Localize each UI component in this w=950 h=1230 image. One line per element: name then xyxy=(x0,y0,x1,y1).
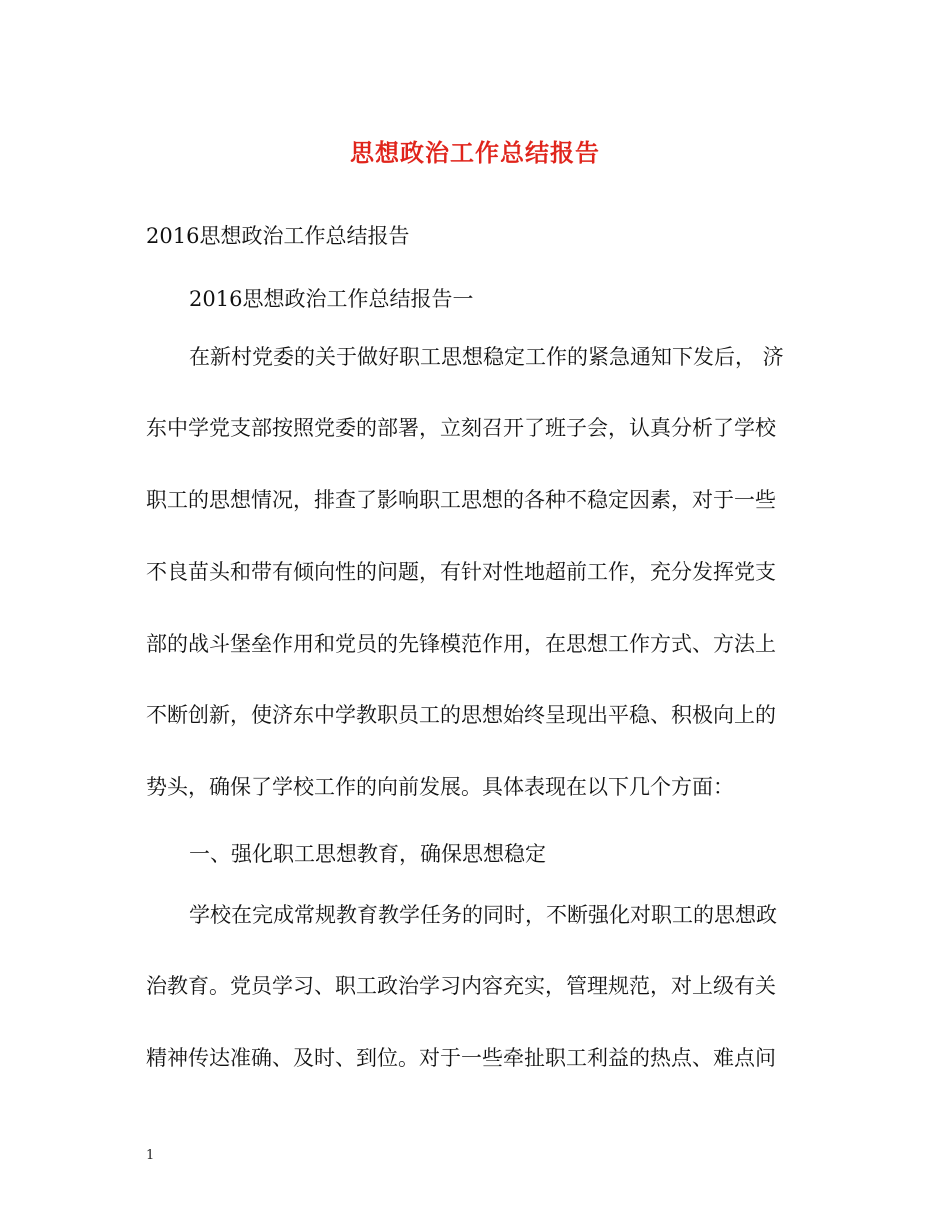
paragraph-2-line-3: 精神传达准确、及时、到位。对于一些牵扯职工利益的热点、难点问 xyxy=(146,1046,776,1070)
paragraph-1-line-6: 不断创新，使济东中学教职员工的思想始终呈现出平稳、积极向上的 xyxy=(146,703,776,727)
document-heading: 2016思想政治工作总结报告 xyxy=(146,224,410,248)
paragraph-1-line-4: 不良苗头和带有倾向性的问题，有针对性地超前工作，充分发挥党支 xyxy=(146,560,776,584)
paragraph-2-line-1: 学校在完成常规教育教学任务的同时，不断强化对职工的思想政 xyxy=(189,903,777,927)
paragraph-1-line-3: 职工的思想情况，排查了影响职工思想的各种不稳定因素，对于一些 xyxy=(146,488,776,512)
page-number: 1 xyxy=(146,1148,155,1163)
document-subheading: 2016思想政治工作总结报告一 xyxy=(189,287,474,311)
document-title: 思想政治工作总结报告 xyxy=(350,138,600,167)
paragraph-1-line-7: 势头，确保了学校工作的向前发展。具体表现在以下几个方面： xyxy=(146,775,734,799)
paragraph-1-line-5: 部的战斗堡垒作用和党员的先锋模范作用，在思想工作方式、方法上 xyxy=(146,632,776,656)
paragraph-1-line-2: 东中学党支部按照党委的部署，立刻召开了班子会，认真分析了学校 xyxy=(146,416,776,440)
paragraph-1-line-1: 在新村党委的关于做好职工思想稳定工作的紧急通知下发后， 济 xyxy=(189,345,784,369)
section-1-heading: 一、强化职工思想教育，确保思想稳定 xyxy=(189,842,546,866)
paragraph-2-line-2: 治教育。党员学习、职工政治学习内容充实，管理规范，对上级有关 xyxy=(146,974,776,998)
